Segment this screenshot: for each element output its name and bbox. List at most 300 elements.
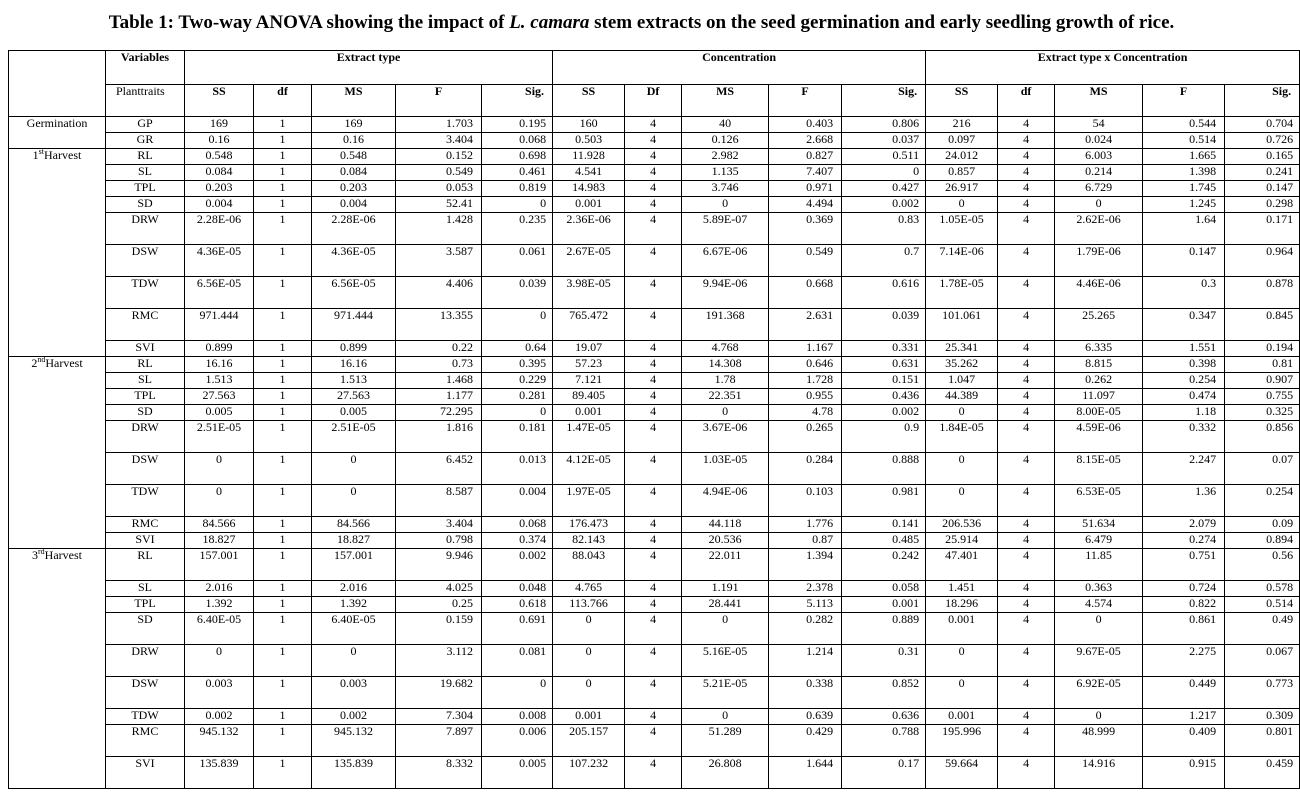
value-cell: 4.12E-05	[553, 453, 625, 485]
value-cell: 5.89E-07	[682, 213, 769, 245]
value-cell: 0.25	[396, 597, 482, 613]
value-cell: 0.773	[1225, 677, 1300, 709]
value-cell: 8.15E-05	[1055, 453, 1143, 485]
value-cell: 0.31	[842, 645, 926, 677]
value-cell: 0.084	[185, 165, 254, 181]
value-cell: 4	[998, 197, 1055, 213]
value-cell: 0.374	[482, 533, 553, 549]
value-cell: 2.28E-06	[185, 213, 254, 245]
value-cell: 0.514	[1225, 597, 1300, 613]
value-cell: 4.46E-06	[1055, 277, 1143, 309]
value-cell: 0.053	[396, 181, 482, 197]
value-cell: 0.409	[1143, 725, 1225, 757]
value-cell: 1	[254, 645, 312, 677]
value-cell: 0.061	[482, 245, 553, 277]
value-cell: 0.17	[842, 757, 926, 789]
trait-cell: RMC	[106, 725, 185, 757]
value-cell: 1.79E-06	[1055, 245, 1143, 277]
value-cell: 4	[625, 757, 682, 789]
value-cell: 0.668	[769, 277, 842, 309]
value-cell: 4.494	[769, 197, 842, 213]
group-label-cell	[9, 517, 106, 533]
value-cell: 1	[254, 581, 312, 597]
value-cell: 51.634	[1055, 517, 1143, 533]
value-cell: 0	[185, 453, 254, 485]
table-row	[9, 309, 1300, 341]
value-cell: 72.295	[396, 405, 482, 421]
value-cell: 0.331	[842, 341, 926, 357]
table-row	[9, 709, 1300, 725]
value-cell: 0.262	[1055, 373, 1143, 389]
value-cell: 9.94E-06	[682, 277, 769, 309]
value-cell: 1.47E-05	[553, 421, 625, 453]
table-row	[9, 245, 1300, 277]
trait-cell: SVI	[106, 757, 185, 789]
value-cell: 2.378	[769, 581, 842, 597]
value-cell: 1	[254, 677, 312, 709]
value-cell: 2.51E-05	[185, 421, 254, 453]
value-cell: 0.3	[1143, 277, 1225, 309]
table-row	[9, 181, 1300, 197]
value-cell: 26.808	[682, 757, 769, 789]
value-cell: 0.004	[312, 197, 396, 213]
title-suffix: stem extracts on the seed germination and early seedling growth of rice.	[589, 12, 1175, 33]
value-cell: 0.003	[185, 677, 254, 709]
value-cell: 0	[312, 485, 396, 517]
value-cell: 0	[482, 197, 553, 213]
trait-cell: RL	[106, 149, 185, 165]
value-cell: 2.016	[185, 581, 254, 597]
value-cell: 0.751	[1143, 549, 1225, 581]
value-cell: 0.801	[1225, 725, 1300, 757]
value-cell: 0.691	[482, 613, 553, 645]
value-cell: 4.768	[682, 341, 769, 357]
value-cell: 1.551	[1143, 341, 1225, 357]
value-cell: 4	[625, 357, 682, 373]
value-cell: 2.36E-06	[553, 213, 625, 245]
value-cell: 176.473	[553, 517, 625, 533]
value-cell: 0.274	[1143, 533, 1225, 549]
value-cell: 8.332	[396, 757, 482, 789]
value-cell: 0.788	[842, 725, 926, 757]
group-label-cell	[9, 549, 106, 581]
value-cell: 0.474	[1143, 389, 1225, 405]
value-cell: 0.229	[482, 373, 553, 389]
value-cell: 4	[625, 709, 682, 725]
group-label-cell	[9, 421, 106, 453]
table-row	[9, 485, 1300, 517]
value-cell: 4.765	[553, 581, 625, 597]
value-cell: 27.563	[185, 389, 254, 405]
value-cell: 4	[625, 645, 682, 677]
header-df-0: df	[254, 85, 312, 117]
value-cell: 1	[254, 597, 312, 613]
value-cell: 84.566	[185, 517, 254, 533]
value-cell: 0.485	[842, 533, 926, 549]
value-cell: 1.36	[1143, 485, 1225, 517]
value-cell: 0.9	[842, 421, 926, 453]
value-cell: 0.004	[185, 197, 254, 213]
value-cell: 4	[998, 165, 1055, 181]
trait-cell: TDW	[106, 709, 185, 725]
value-cell: 0	[482, 677, 553, 709]
value-cell: 11.85	[1055, 549, 1143, 581]
value-cell: 1	[254, 549, 312, 581]
group-label-cell	[9, 245, 106, 277]
value-cell: 0	[553, 677, 625, 709]
group-label: 3	[32, 548, 38, 562]
group-label-rest: Harvest	[45, 356, 83, 370]
value-cell: 57.23	[553, 357, 625, 373]
value-cell: 1.78E-05	[926, 277, 998, 309]
header-ss-0: SS	[185, 85, 254, 117]
table-row	[9, 581, 1300, 597]
value-cell: 0.001	[553, 709, 625, 725]
value-cell: 4	[998, 421, 1055, 453]
table-row	[9, 357, 1300, 373]
value-cell: 4	[625, 117, 682, 133]
value-cell: 2.28E-06	[312, 213, 396, 245]
value-cell: 3.112	[396, 645, 482, 677]
value-cell: 0.907	[1225, 373, 1300, 389]
group-label-cell	[9, 309, 106, 341]
value-cell: 1.728	[769, 373, 842, 389]
trait-cell: SL	[106, 373, 185, 389]
value-cell: 0.631	[842, 357, 926, 373]
value-cell: 0.005	[482, 757, 553, 789]
value-cell: 14.983	[553, 181, 625, 197]
value-cell: 6.92E-05	[1055, 677, 1143, 709]
value-cell: 0.639	[769, 709, 842, 725]
value-cell: 4	[998, 133, 1055, 149]
value-cell: 0.281	[482, 389, 553, 405]
group-label-cell	[9, 133, 106, 149]
value-cell: 1	[254, 453, 312, 485]
table-row	[9, 405, 1300, 421]
value-cell: 25.341	[926, 341, 998, 357]
value-cell: 0.039	[482, 277, 553, 309]
value-cell: 1.745	[1143, 181, 1225, 197]
group-label-suffix: st	[38, 147, 44, 156]
value-cell: 4	[998, 149, 1055, 165]
value-cell: 0.878	[1225, 277, 1300, 309]
value-cell: 0.325	[1225, 405, 1300, 421]
value-cell: 1	[254, 309, 312, 341]
value-cell: 0.152	[396, 149, 482, 165]
value-cell: 0.827	[769, 149, 842, 165]
value-cell: 4	[998, 485, 1055, 517]
value-cell: 4.59E-06	[1055, 421, 1143, 453]
value-cell: 0.058	[842, 581, 926, 597]
value-cell: 4	[625, 389, 682, 405]
value-cell: 7.14E-06	[926, 245, 998, 277]
value-cell: 0	[682, 709, 769, 725]
value-cell: 4	[625, 453, 682, 485]
table-row	[9, 197, 1300, 213]
value-cell: 4.94E-06	[682, 485, 769, 517]
value-cell: 4	[998, 581, 1055, 597]
value-cell: 4	[625, 341, 682, 357]
value-cell: 1.644	[769, 757, 842, 789]
value-cell: 2.247	[1143, 453, 1225, 485]
group-label-cell	[9, 117, 106, 133]
value-cell: 113.766	[553, 597, 625, 613]
trait-cell: GP	[106, 117, 185, 133]
value-cell: 0.005	[185, 405, 254, 421]
value-cell: 206.536	[926, 517, 998, 533]
value-cell: 0	[482, 405, 553, 421]
value-cell: 1.214	[769, 645, 842, 677]
value-cell: 160	[553, 117, 625, 133]
group-label-cell	[9, 405, 106, 421]
header-ms-1: MS	[682, 85, 769, 117]
value-cell: 0.332	[1143, 421, 1225, 453]
value-cell: 0.194	[1225, 341, 1300, 357]
trait-cell: RL	[106, 357, 185, 373]
value-cell: 4	[625, 725, 682, 757]
value-cell: 0.09	[1225, 517, 1300, 533]
value-cell: 40	[682, 117, 769, 133]
value-cell: 0.726	[1225, 133, 1300, 149]
group-label-rest: Harvest	[44, 548, 82, 562]
header-row-groups	[9, 51, 1300, 85]
value-cell: 945.132	[185, 725, 254, 757]
value-cell: 16.16	[312, 357, 396, 373]
value-cell: 1.776	[769, 517, 842, 533]
value-cell: 1.217	[1143, 709, 1225, 725]
value-cell: 169	[185, 117, 254, 133]
group-label: Germination	[26, 116, 88, 130]
value-cell: 0	[926, 677, 998, 709]
value-cell: 1.513	[312, 373, 396, 389]
table-row	[9, 149, 1300, 165]
trait-cell: TDW	[106, 277, 185, 309]
table-row	[9, 213, 1300, 245]
value-cell: 0.549	[769, 245, 842, 277]
value-cell: 4	[625, 421, 682, 453]
trait-cell: GR	[106, 133, 185, 149]
header-df-1: Df	[625, 85, 682, 117]
value-cell: 1.167	[769, 341, 842, 357]
title-prefix: Table 1: Two-way ANOVA showing the impact of	[108, 12, 510, 33]
value-cell: 1	[254, 725, 312, 757]
value-cell: 25.265	[1055, 309, 1143, 341]
value-cell: 44.118	[682, 517, 769, 533]
value-cell: 4	[998, 613, 1055, 645]
header-ms-2: MS	[1055, 85, 1143, 117]
value-cell: 0.097	[926, 133, 998, 149]
value-cell: 0	[682, 613, 769, 645]
value-cell: 0	[682, 197, 769, 213]
value-cell: 4.574	[1055, 597, 1143, 613]
value-cell: 0.698	[482, 149, 553, 165]
value-cell: 0	[482, 309, 553, 341]
value-cell: 1.398	[1143, 165, 1225, 181]
value-cell: 4	[625, 213, 682, 245]
trait-cell: RMC	[106, 309, 185, 341]
value-cell: 1	[254, 421, 312, 453]
table-row	[9, 549, 1300, 581]
value-cell: 0.461	[482, 165, 553, 181]
value-cell: 1.703	[396, 117, 482, 133]
trait-cell: TPL	[106, 181, 185, 197]
value-cell: 0.49	[1225, 613, 1300, 645]
value-cell: 0.852	[842, 677, 926, 709]
value-cell: 0.241	[1225, 165, 1300, 181]
value-cell: 0	[926, 645, 998, 677]
value-cell: 135.839	[185, 757, 254, 789]
header-sig-0: Sig.	[482, 85, 553, 117]
value-cell: 971.444	[312, 309, 396, 341]
header-f-0: F	[396, 85, 482, 117]
value-cell: 4	[625, 517, 682, 533]
value-cell: 1	[254, 277, 312, 309]
value-cell: 1.468	[396, 373, 482, 389]
value-cell: 0.309	[1225, 709, 1300, 725]
value-cell: 0.578	[1225, 581, 1300, 597]
table-row	[9, 373, 1300, 389]
value-cell: 1	[254, 757, 312, 789]
value-cell: 4	[625, 245, 682, 277]
group-label-suffix: rd	[38, 547, 45, 556]
table-row	[9, 421, 1300, 453]
value-cell: 6.56E-05	[185, 277, 254, 309]
header-ss-1: SS	[553, 85, 625, 117]
value-cell: 4	[625, 485, 682, 517]
table-row	[9, 517, 1300, 533]
trait-cell: SD	[106, 613, 185, 645]
value-cell: 6.479	[1055, 533, 1143, 549]
group-label-cell	[9, 165, 106, 181]
value-cell: 0.068	[482, 517, 553, 533]
value-cell: 4	[625, 149, 682, 165]
value-cell: 0.861	[1143, 613, 1225, 645]
table-row	[9, 613, 1300, 645]
group-label-cell	[9, 181, 106, 197]
value-cell: 0.548	[312, 149, 396, 165]
value-cell: 6.53E-05	[1055, 485, 1143, 517]
table-body	[9, 117, 1300, 789]
value-cell: 1	[254, 613, 312, 645]
value-cell: 0	[553, 613, 625, 645]
group-label-cell	[9, 597, 106, 613]
value-cell: 0.068	[482, 133, 553, 149]
value-cell: 0.005	[312, 405, 396, 421]
value-cell: 5.21E-05	[682, 677, 769, 709]
value-cell: 1	[254, 245, 312, 277]
value-cell: 0.436	[842, 389, 926, 405]
value-cell: 0.971	[769, 181, 842, 197]
value-cell: 0	[682, 405, 769, 421]
group-label-cell	[9, 197, 106, 213]
value-cell: 0.171	[1225, 213, 1300, 245]
value-cell: 1.135	[682, 165, 769, 181]
value-cell: 19.682	[396, 677, 482, 709]
value-cell: 4	[998, 677, 1055, 709]
value-cell: 4	[625, 277, 682, 309]
group-label-cell	[9, 581, 106, 597]
value-cell: 2.67E-05	[553, 245, 625, 277]
value-cell: 945.132	[312, 725, 396, 757]
value-cell: 0	[926, 453, 998, 485]
header-row-stats	[9, 85, 1300, 117]
value-cell: 0.403	[769, 117, 842, 133]
value-cell: 27.563	[312, 389, 396, 405]
value-cell: 0.81	[1225, 357, 1300, 373]
value-cell: 971.444	[185, 309, 254, 341]
value-cell: 4	[625, 613, 682, 645]
value-cell: 52.41	[396, 197, 482, 213]
value-cell: 0.856	[1225, 421, 1300, 453]
value-cell: 8.00E-05	[1055, 405, 1143, 421]
value-cell: 4	[998, 517, 1055, 533]
header-variables: Variables	[106, 51, 185, 85]
value-cell: 1	[254, 149, 312, 165]
value-cell: 4	[625, 677, 682, 709]
value-cell: 1.84E-05	[926, 421, 998, 453]
value-cell: 28.441	[682, 597, 769, 613]
group-label-cell	[9, 533, 106, 549]
value-cell: 0.915	[1143, 757, 1225, 789]
value-cell: 1	[254, 709, 312, 725]
value-cell: 0	[926, 405, 998, 421]
value-cell: 4	[625, 309, 682, 341]
value-cell: 1.18	[1143, 405, 1225, 421]
value-cell: 0.73	[396, 357, 482, 373]
table-row	[9, 277, 1300, 309]
value-cell: 4	[625, 373, 682, 389]
value-cell: 44.389	[926, 389, 998, 405]
value-cell: 1.191	[682, 581, 769, 597]
table-row	[9, 341, 1300, 357]
value-cell: 11.928	[553, 149, 625, 165]
value-cell: 6.729	[1055, 181, 1143, 197]
value-cell: 0.894	[1225, 533, 1300, 549]
value-cell: 0.755	[1225, 389, 1300, 405]
value-cell: 4.025	[396, 581, 482, 597]
value-cell: 0.159	[396, 613, 482, 645]
value-cell: 0.254	[1225, 485, 1300, 517]
value-cell: 0	[1055, 197, 1143, 213]
value-cell: 4	[998, 757, 1055, 789]
header-ms-0: MS	[312, 85, 396, 117]
value-cell: 1	[254, 197, 312, 213]
value-cell: 82.143	[553, 533, 625, 549]
header-f-1: F	[769, 85, 842, 117]
value-cell: 3.98E-05	[553, 277, 625, 309]
value-cell: 6.335	[1055, 341, 1143, 357]
trait-cell: DRW	[106, 645, 185, 677]
trait-cell: DSW	[106, 677, 185, 709]
value-cell: 0.013	[482, 453, 553, 485]
value-cell: 4.406	[396, 277, 482, 309]
value-cell: 0.889	[842, 613, 926, 645]
group-label-cell	[9, 341, 106, 357]
group-label-cell	[9, 677, 106, 709]
group-label: 1	[32, 148, 39, 162]
value-cell: 2.668	[769, 133, 842, 149]
value-cell: 0.002	[842, 405, 926, 421]
value-cell: 6.452	[396, 453, 482, 485]
value-cell: 0.459	[1225, 757, 1300, 789]
value-cell: 0.084	[312, 165, 396, 181]
value-cell: 4	[998, 597, 1055, 613]
value-cell: 0.822	[1143, 597, 1225, 613]
value-cell: 54	[1055, 117, 1143, 133]
value-cell: 35.262	[926, 357, 998, 373]
value-cell: 24.012	[926, 149, 998, 165]
trait-cell: TPL	[106, 597, 185, 613]
